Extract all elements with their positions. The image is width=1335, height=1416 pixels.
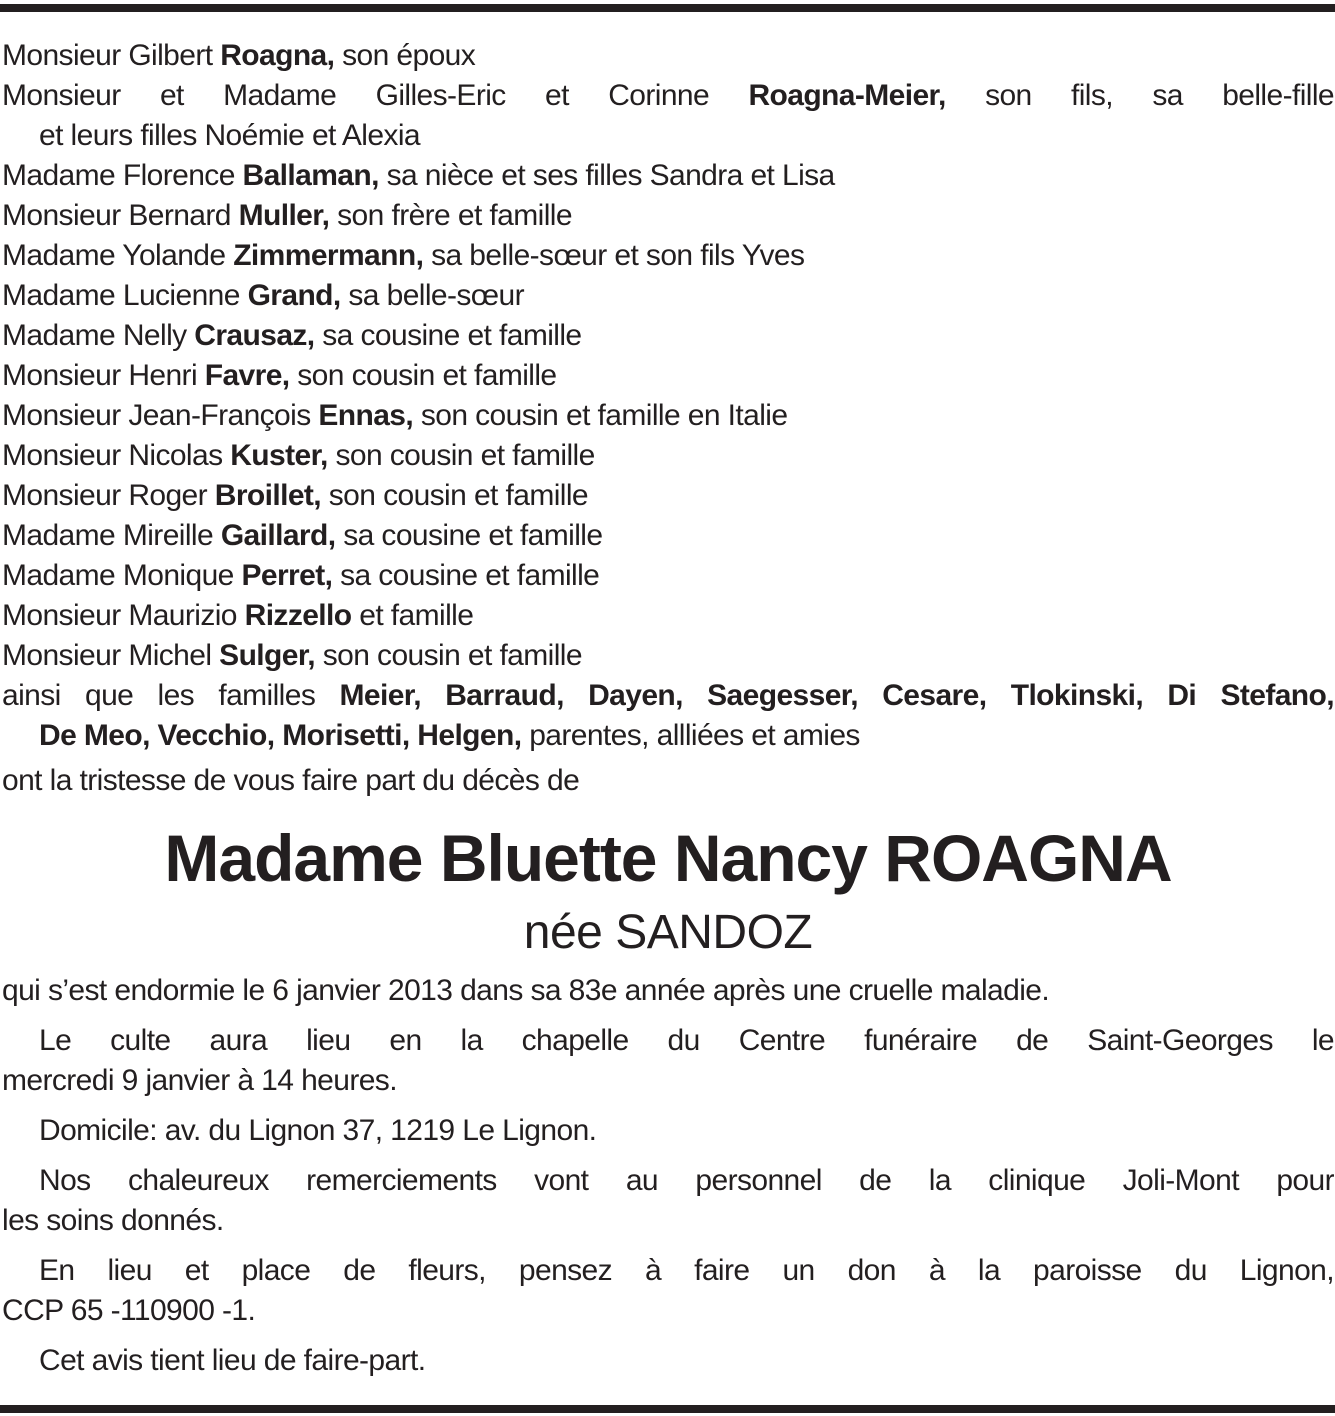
- line-text: Monsieur Nicolas: [2, 439, 231, 472]
- relation-text: son cousin et famille: [327, 439, 595, 472]
- line-text: Madame Florence: [2, 159, 243, 192]
- line-text: Monsieur Henri: [2, 359, 205, 392]
- family-surname: Meier, Barraud, Dayen, Saegesser, Cesare, Tlokinski, Di Stefano,: [339, 679, 1334, 712]
- relation-text: et famille: [351, 599, 474, 632]
- family-line: [2, 36, 1334, 76]
- family-surname: Sulger,: [219, 639, 315, 672]
- family-surname: De Meo, Vecchio, Morisetti, Helgen,: [39, 719, 522, 752]
- family-surname: Favre,: [204, 359, 290, 392]
- line-text: ainsi que les familles: [2, 679, 340, 712]
- bottom-rule: [0, 1405, 1335, 1413]
- family-line: [2, 476, 1334, 516]
- family-surname: Ennas,: [318, 399, 414, 432]
- relation-text: son cousin et famille: [321, 479, 588, 512]
- paragraph-line: Domicile: av. du Lignon 37, 1219 Le Lignon.: [39, 1114, 597, 1147]
- relation-text: son frère et famille: [329, 199, 572, 232]
- line-text: Madame Lucienne: [2, 279, 248, 312]
- relation-text: son fils, sa belle-fille: [945, 79, 1334, 112]
- paragraph-line: Cet avis tient lieu de faire-part.: [39, 1344, 426, 1377]
- paragraph-line: mercredi 9 janvier à 14 heures.: [2, 1064, 397, 1097]
- relation-text: sa nièce et ses filles Sandra et Lisa: [378, 159, 835, 192]
- family-line: [2, 276, 1334, 316]
- paragraph-notice: [2, 1341, 1334, 1381]
- paragraph-service: [2, 1021, 1334, 1101]
- family-line: [2, 156, 1334, 196]
- family-surname: Zimmermann,: [233, 239, 424, 272]
- family-line: [2, 636, 1334, 676]
- deceased-name: Madame Bluette Nancy ROAGNA: [164, 821, 1172, 895]
- paragraph-line: En lieu et place de fleurs, pensez à faire un don à la paroisse du Lignon,: [39, 1254, 1334, 1287]
- relation-text: son cousin et famille en Italie: [413, 399, 788, 432]
- relation-text: parentes, allliées et amies: [521, 719, 860, 752]
- family-surname: Crausaz,: [194, 319, 315, 352]
- line-text: Madame Mireille: [2, 519, 221, 552]
- family-line: [2, 716, 1334, 756]
- paragraph-line: les soins donnés.: [2, 1204, 224, 1237]
- family-line: [2, 436, 1334, 476]
- paragraph-line: CCP 65 -110900 -1.: [2, 1294, 256, 1327]
- paragraph-line: qui s’est endormie le 6 janvier 2013 dans sa 83e année après une cruelle maladie.: [2, 974, 1050, 1007]
- family-list: [2, 36, 1334, 756]
- family-line: [2, 596, 1334, 636]
- details: [2, 971, 1334, 1381]
- line-text: Monsieur Gilbert: [2, 39, 221, 72]
- family-surname: Grand,: [247, 279, 341, 312]
- announcement: ont la tristesse de vous faire part du décès de: [2, 764, 580, 797]
- paragraph-thanks: [2, 1161, 1334, 1241]
- line-text: Monsieur et Madame Gilles-Eric et Corinne: [2, 79, 749, 112]
- paragraph-death: [2, 971, 1334, 1011]
- top-rule: [0, 4, 1335, 12]
- family-line: [2, 116, 1334, 156]
- family-line: [2, 396, 1334, 436]
- family-surname: Ballaman,: [242, 159, 379, 192]
- family-surname: Muller,: [238, 199, 330, 232]
- relation-text: son époux: [334, 39, 476, 72]
- family-line: [2, 676, 1334, 716]
- line-text: Monsieur Maurizio: [2, 599, 245, 632]
- relation-text: sa cousine et famille: [332, 559, 600, 592]
- family-line: [2, 236, 1334, 276]
- obituary-notice: [2, 36, 1334, 1381]
- family-surname: Roagna-Meier,: [748, 79, 946, 112]
- family-surname: Gaillard,: [220, 519, 336, 552]
- line-text: Madame Nelly: [2, 319, 195, 352]
- line-text: Monsieur Roger: [2, 479, 215, 512]
- relation-text: sa cousine et famille: [335, 519, 603, 552]
- line-text: Madame Monique: [2, 559, 242, 592]
- line-text: Monsieur Bernard: [2, 199, 239, 232]
- relation-text: son cousin et famille: [289, 359, 557, 392]
- maiden-name: née SANDOZ: [523, 906, 813, 959]
- relation-text: sa belle-sœur et son fils Yves: [423, 239, 805, 272]
- line-text: Monsieur Jean-François: [2, 399, 319, 432]
- family-surname: Perret,: [241, 559, 333, 592]
- family-line: [2, 316, 1334, 356]
- relation-text: son cousin et famille: [315, 639, 582, 672]
- family-line: [2, 516, 1334, 556]
- relation-text: sa cousine et famille: [314, 319, 582, 352]
- family-line: [2, 356, 1334, 396]
- family-surname: Roagna,: [220, 39, 335, 72]
- line-text: et leurs filles Noémie et Alexia: [39, 119, 420, 152]
- family-surname: Kuster,: [230, 439, 328, 472]
- paragraph-domicile: [2, 1111, 1334, 1151]
- family-line: [2, 76, 1334, 116]
- family-line: [2, 556, 1334, 596]
- family-surname: Broillet,: [214, 479, 322, 512]
- family-line: [2, 196, 1334, 236]
- paragraph-donation: [2, 1251, 1334, 1331]
- family-surname: Rizzello: [244, 599, 352, 632]
- line-text: Monsieur Michel: [2, 639, 220, 672]
- line-text: Madame Yolande: [2, 239, 234, 272]
- paragraph-line: Nos chaleureux remerciements vont au personnel de la clinique Joli-Mont pour: [39, 1164, 1334, 1197]
- relation-text: sa belle-sœur: [340, 279, 524, 312]
- paragraph-line: Le culte aura lieu en la chapelle du Centre funéraire de Saint-Georges le: [39, 1024, 1334, 1057]
